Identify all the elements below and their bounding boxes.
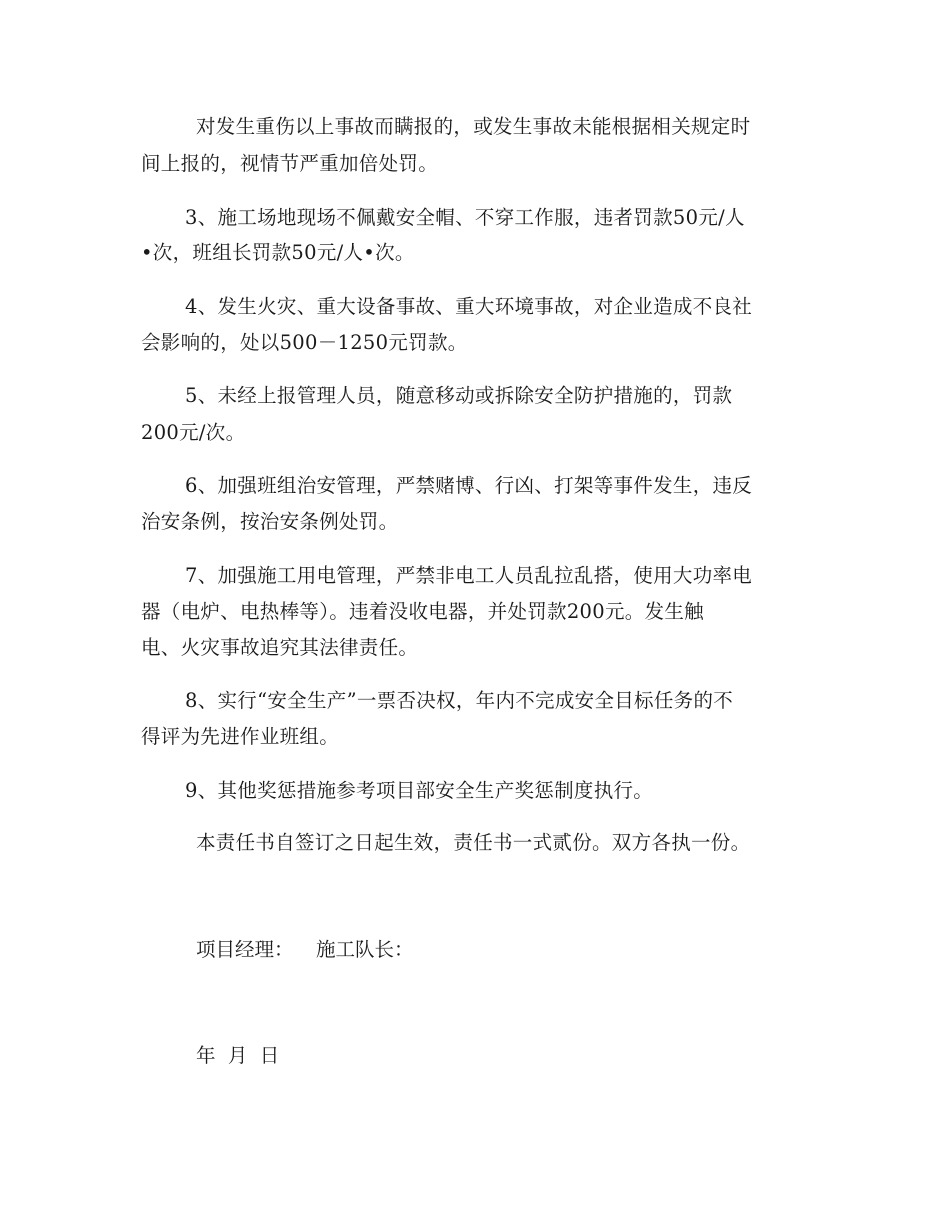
paragraph-3-line-1: 3、施工场地现场不佩戴安全帽、不穿工作服，违者罚款50元/人 xyxy=(185,206,745,229)
paragraph-effect-line-1: 本责任书自签订之日起生效，责任书一式贰份。双方各执一份。 xyxy=(196,831,751,854)
project-manager-label: 项目经理： xyxy=(196,938,294,961)
paragraph-5-line-2: 200元/次。 xyxy=(141,421,246,444)
team-leader-label: 施工队长： xyxy=(316,938,414,961)
paragraph-6-line-1: 6、加强班组治安管理，严禁赌博、行凶、打架等事件发生，违反 xyxy=(185,474,753,497)
paragraph-7-line-3: 电、火灾事故追究其法律责任。 xyxy=(141,636,419,659)
date-line: 年 月 日 xyxy=(196,1044,280,1067)
paragraph-7-line-1: 7、加强施工用电管理，严禁非电工人员乱拉乱搭，使用大功率电 xyxy=(185,564,753,587)
paragraph-7-line-2: 器（电炉、电热棒等）。违着没收电器，并处罚款200元。发生触 xyxy=(141,600,704,623)
paragraph-intro-line-2: 间上报的，视情节严重加倍处罚。 xyxy=(141,152,439,175)
paragraph-5-line-1: 5、未经上报管理人员，随意移动或拆除安全防护措施的，罚款 xyxy=(185,384,733,407)
paragraph-3-line-2: •次，班组长罚款50元/人•次。 xyxy=(141,241,415,264)
paragraph-6-line-2: 治安条例，按治安条例处罚。 xyxy=(141,510,399,533)
paragraph-4-line-2: 会影响的，处以500－1250元罚款。 xyxy=(141,331,468,354)
paragraph-9-line-1: 9、其他奖惩措施参考项目部安全生产奖惩制度执行。 xyxy=(185,779,654,802)
paragraph-intro-line-1: 对发生重伤以上事故而瞒报的，或发生事故未能根据相关规定时 xyxy=(196,115,751,138)
paragraph-4-line-1: 4、发生火灾、重大设备事故、重大环境事故，对企业造成不良社 xyxy=(185,295,753,318)
paragraph-8-line-2: 得评为先进作业班组。 xyxy=(141,725,340,748)
paragraph-8-line-1: 8、实行“安全生产”一票否决权，年内不完成安全目标任务的不 xyxy=(185,689,734,712)
